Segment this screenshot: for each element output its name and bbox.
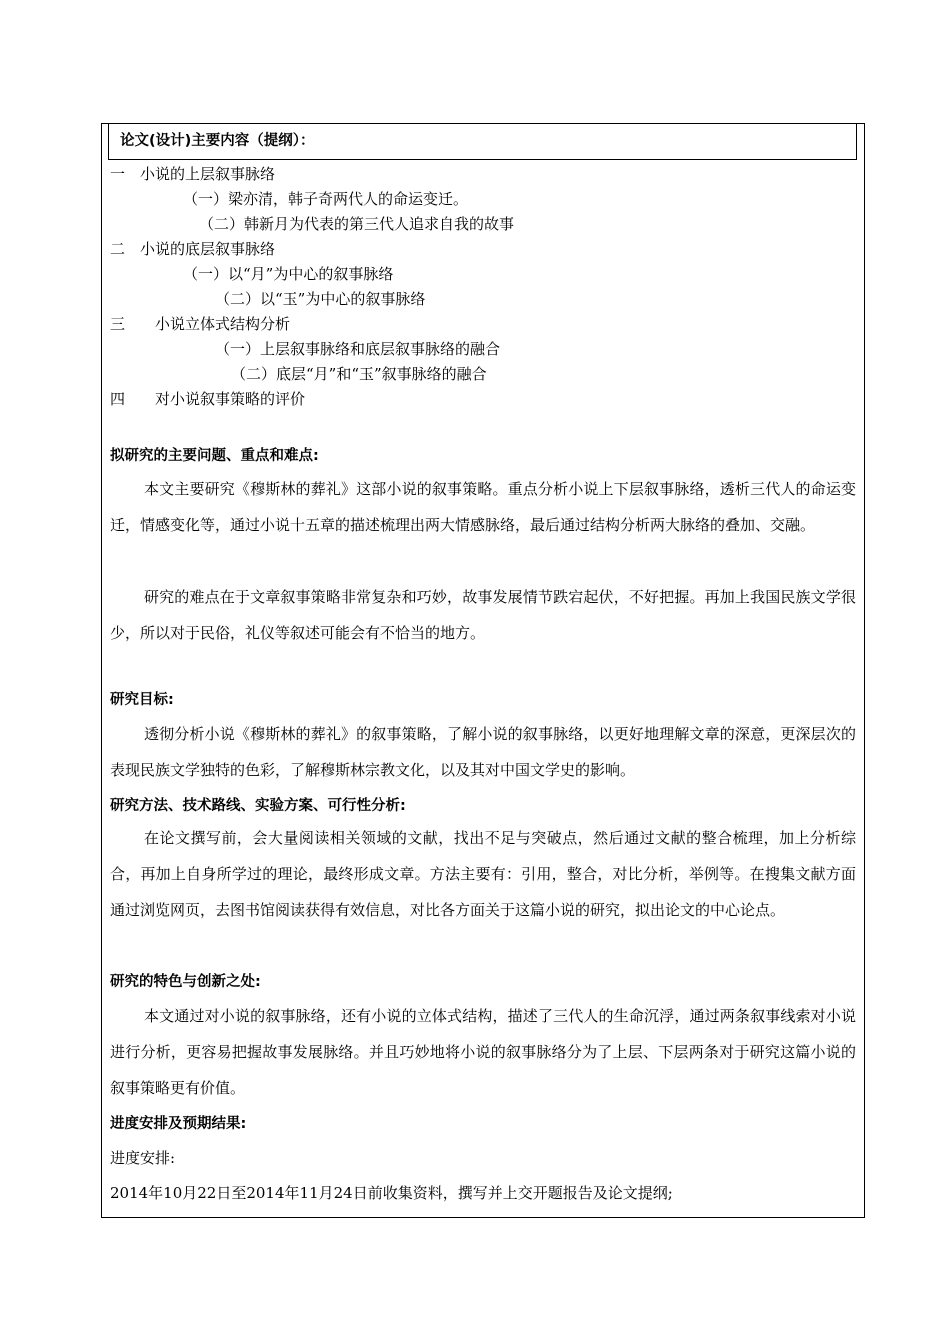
schedule-label: 进度安排: [110,1149,176,1167]
outline-item: （一）梁亦清，韩子奇两代人的命运变迁。 [183,190,469,208]
outline-item: 一 小说的上层叙事脉络 [110,165,276,183]
outline-item: 三 小说立体式结构分析 [110,315,291,333]
problems-paragraph: 本文主要研究《穆斯林的葬礼》这部小说的叙事策略。重点分析小说上下层叙事脉络，透析三代人的命运变迁，情感变化等，通过小说十五章的描述梳理出两大情感脉络，最后通过结构分析两大脉络的叠加、交融。 [110,480,856,534]
goals-heading: 研究目标: [110,692,174,708]
outline-title: 论文(设计)主要内容（提纲）： [120,133,315,149]
problems-heading: 拟研究的主要问题、重点和难点: [110,448,319,464]
outline-item: 四 对小说叙事策略的评价 [110,390,306,408]
methods-paragraph: 在论文撰写前，会大量阅读相关领域的文献，找出不足与突破点，然后通过文献的整合梳理，加上分析综合，再加上自身所学过的理论，最终形成文章。方法主要有：引用，整合，对比分析，举例等。在搜集文献方面通过浏览网页，去图书馆阅读获得有效信息，对比各方面关于这篇小说的研究，拟出论文的中心论点。 [110,829,856,919]
schedule-heading: 进度安排及预期结果: [110,1116,247,1132]
features-heading: 研究的特色与创新之处: [110,974,261,990]
outline-item: （二）底层“月”和“玉”叙事脉络的融合 [231,365,487,383]
outline-item: 二 小说的底层叙事脉络 [110,240,276,258]
methods-heading: 研究方法、技术路线、实验方案、可行性分析: [110,798,406,814]
outline-item: （二）韩新月为代表的第三代人追求自我的故事 [199,215,515,233]
goals-paragraph: 透彻分析小说《穆斯林的葬礼》的叙事策略，了解小说的叙事脉络，以更好地理解文章的深意，更深层次的表现民族文学独特的色彩，了解穆斯林宗教文化，以及其对中国文学史的影响。 [110,725,856,779]
outline-item: （二）以“玉”为中心的叙事脉络 [215,290,426,308]
problems-paragraph: 研究的难点在于文章叙事策略非常复杂和巧妙，故事发展情节跌宕起伏，不好把握。再加上我国民族文学很少，所以对于民俗，礼仪等叙述可能会有不恰当的地方。 [110,588,856,642]
outline-item: （一）以“月”为中心的叙事脉络 [183,265,394,283]
outline-item: （一）上层叙事脉络和底层叙事脉络的融合 [215,340,501,358]
schedule-line: 2014年10月22日至2014年11月24日前收集资料，撰写并上交开题报告及论文提纲; [110,1184,673,1202]
features-paragraph: 本文通过对小说的叙事脉络，还有小说的立体式结构，描述了三代人的生命沉浮，通过两条叙事线索对小说进行分析，更容易把握故事发展脉络。并且巧妙地将小说的叙事脉络分为了上层、下层两条对于研究这篇小说的叙事策略更有价值。 [110,1007,856,1097]
